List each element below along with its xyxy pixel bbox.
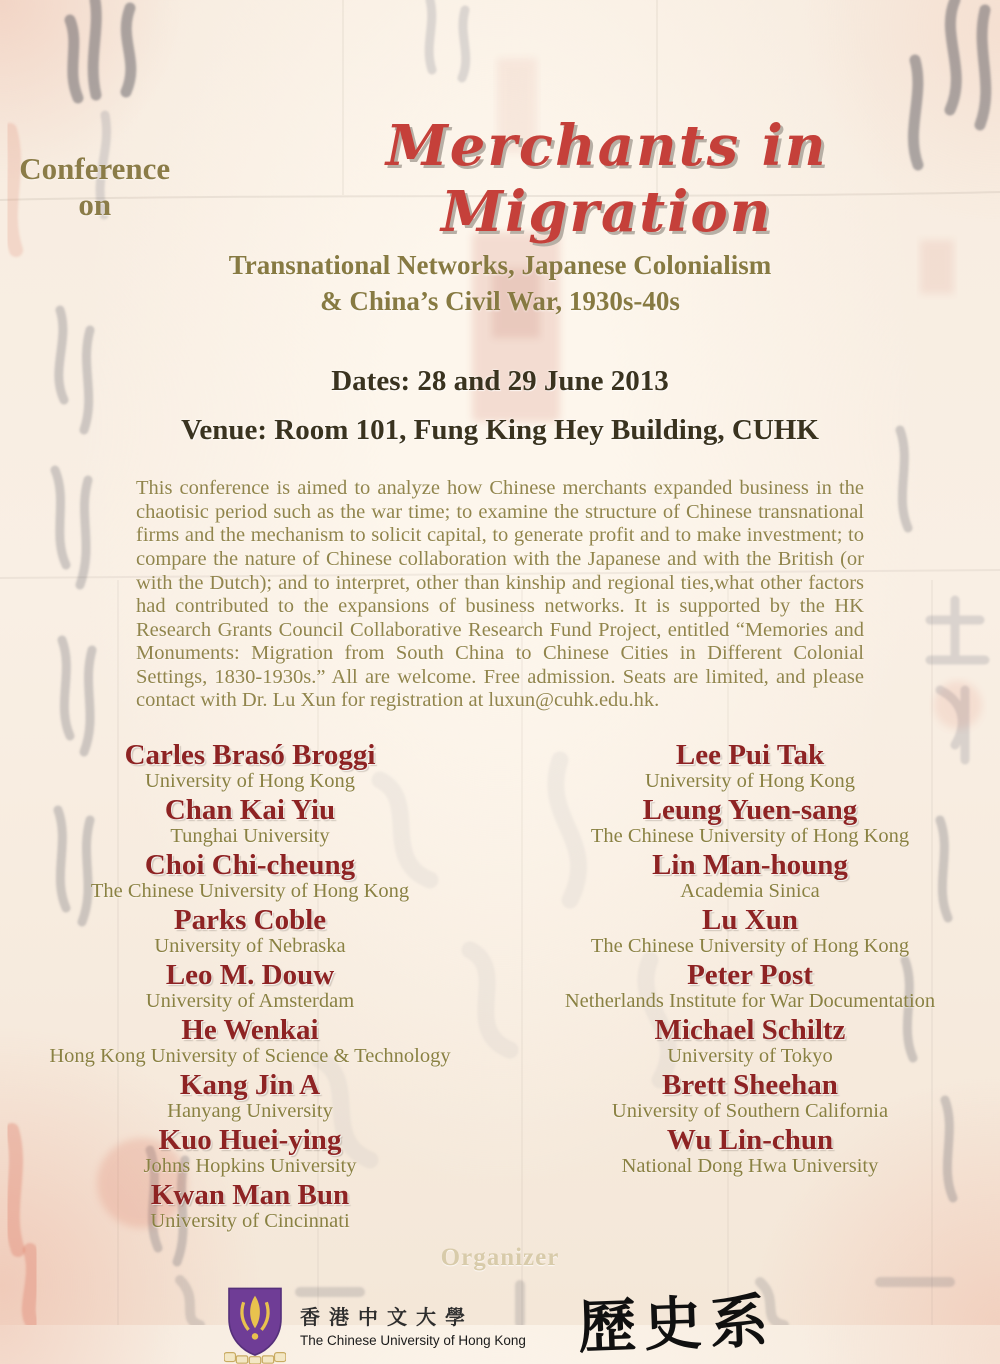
participant-affiliation: University of Cincinnati	[150, 1210, 350, 1233]
cuhk-name-english: The Chinese University of Hong Kong	[300, 1333, 526, 1349]
participant-name: Brett Sheehan	[662, 1068, 838, 1101]
participant-entry	[0, 959, 500, 1013]
participant-entry	[500, 794, 1000, 848]
participant-name: Kuo Huei-ying	[158, 1123, 342, 1156]
participant-entry	[0, 904, 500, 958]
subtitle-line1: Transnational Networks, Japanese Colonialism	[228, 250, 772, 280]
participant-entry	[0, 739, 500, 793]
participants-left-column	[0, 739, 500, 1234]
participant-name: Lee Pui Tak	[675, 738, 825, 771]
participant-affiliation: Tunghai University	[170, 825, 330, 848]
participant-affiliation: University of Southern California	[611, 1100, 889, 1123]
participant-entry	[0, 1124, 500, 1178]
venue-line: Venue: Room 101, Fung King Hey Building, CUHK	[181, 414, 819, 447]
participant-name: Chan Kai Yiu	[164, 793, 336, 826]
participant-entry	[500, 959, 1000, 1013]
participant-name: Carles Brasó Broggi	[124, 738, 376, 771]
participant-affiliation: Netherlands Institute for War Documentation	[564, 990, 936, 1013]
organizer-label: Organizer	[440, 1243, 560, 1271]
participant-entry	[500, 739, 1000, 793]
conference-title: Merchants in Migration	[385, 113, 828, 245]
participant-entry	[500, 904, 1000, 958]
subtitle-line2: & China’s Civil War, 1930s-40s	[320, 285, 680, 316]
participant-name: Michael Schiltz	[654, 1013, 846, 1046]
description-paragraph: This conference is aimed to analyze how Chinese merchants expanded business in the chaotisic period such as the war time; to examine the structure of Chinese transnational firms and the mechanism to solicit capital, to generate profit and to make investment; to compare the nature of Chinese collaboration with the Japanese and with the British (or with the Dutch); and to interpret, other than kinship and regional ties,what other factors had contributed to the expansions of business networks. It is supported by the HK Research Grants Council Collaborative Research Fund Project, entitled “Memories and Monuments: Migration from South China to Chinese Cities in Different Colonial Settings, 1830-1930s.” All are welcome. Free admission. Seats are limited, and please contact with Dr. Lu Xun for registration at luxun@cuhk.edu.hk.	[136, 477, 864, 712]
participant-entry	[500, 849, 1000, 903]
participant-affiliation: The Chinese University of Hong Kong	[90, 880, 410, 903]
participant-entry	[0, 1014, 500, 1068]
participant-affiliation: Academia Sinica	[680, 880, 820, 903]
participant-name: Kwan Man Bun	[150, 1178, 350, 1211]
conference-subtitle	[0, 248, 1000, 319]
participant-affiliation: University of Nebraska	[154, 935, 346, 958]
participant-affiliation: National Dong Hwa University	[621, 1155, 879, 1178]
participant-name: Lu Xun	[702, 903, 798, 936]
participant-entry	[0, 1069, 500, 1123]
participant-affiliation: University of Hong Kong	[144, 770, 356, 793]
participant-affiliation: Hong Kong University of Science & Technology	[49, 1045, 451, 1068]
participant-affiliation: University of Hong Kong	[644, 770, 856, 793]
history-department-calligraphy: 歷史系	[576, 1288, 777, 1361]
participant-affiliation: The Chinese University of Hong Kong	[590, 935, 910, 958]
participant-name: Kang Jin A	[179, 1068, 321, 1101]
cuhk-name-chinese: 香港中文大學	[300, 1307, 475, 1330]
participant-entry	[500, 1014, 1000, 1068]
participant-name: Leo M. Douw	[165, 958, 335, 991]
participant-name: Parks Coble	[173, 903, 327, 936]
participants-right-column	[500, 739, 1000, 1234]
participant-entry	[500, 1124, 1000, 1178]
dates-line: Dates: 28 and 29 June 2013	[331, 365, 669, 398]
participant-name: Lin Man-houng	[652, 848, 848, 881]
poster-header	[0, 113, 1000, 245]
participant-entry	[0, 1179, 500, 1233]
participant-affiliation: Johns Hopkins University	[143, 1155, 357, 1178]
participant-affiliation: The Chinese University of Hong Kong	[590, 825, 910, 848]
participant-name: Choi Chi-cheung	[144, 848, 356, 881]
participant-name: He Wenkai	[181, 1013, 319, 1046]
participant-affiliation: Hanyang University	[167, 1100, 333, 1123]
participant-entry	[500, 1069, 1000, 1123]
participant-affiliation: University of Amsterdam	[145, 990, 355, 1013]
participant-entry	[0, 849, 500, 903]
participant-name: Leung Yuen-sang	[642, 793, 858, 826]
participant-affiliation: University of Tokyo	[667, 1045, 833, 1068]
conference-prefix: Conference on	[19, 151, 171, 222]
participant-entry	[0, 794, 500, 848]
participant-name: Peter Post	[687, 958, 813, 991]
participants-grid	[0, 739, 1000, 1234]
participant-name: Wu Lin-chun	[666, 1123, 834, 1156]
